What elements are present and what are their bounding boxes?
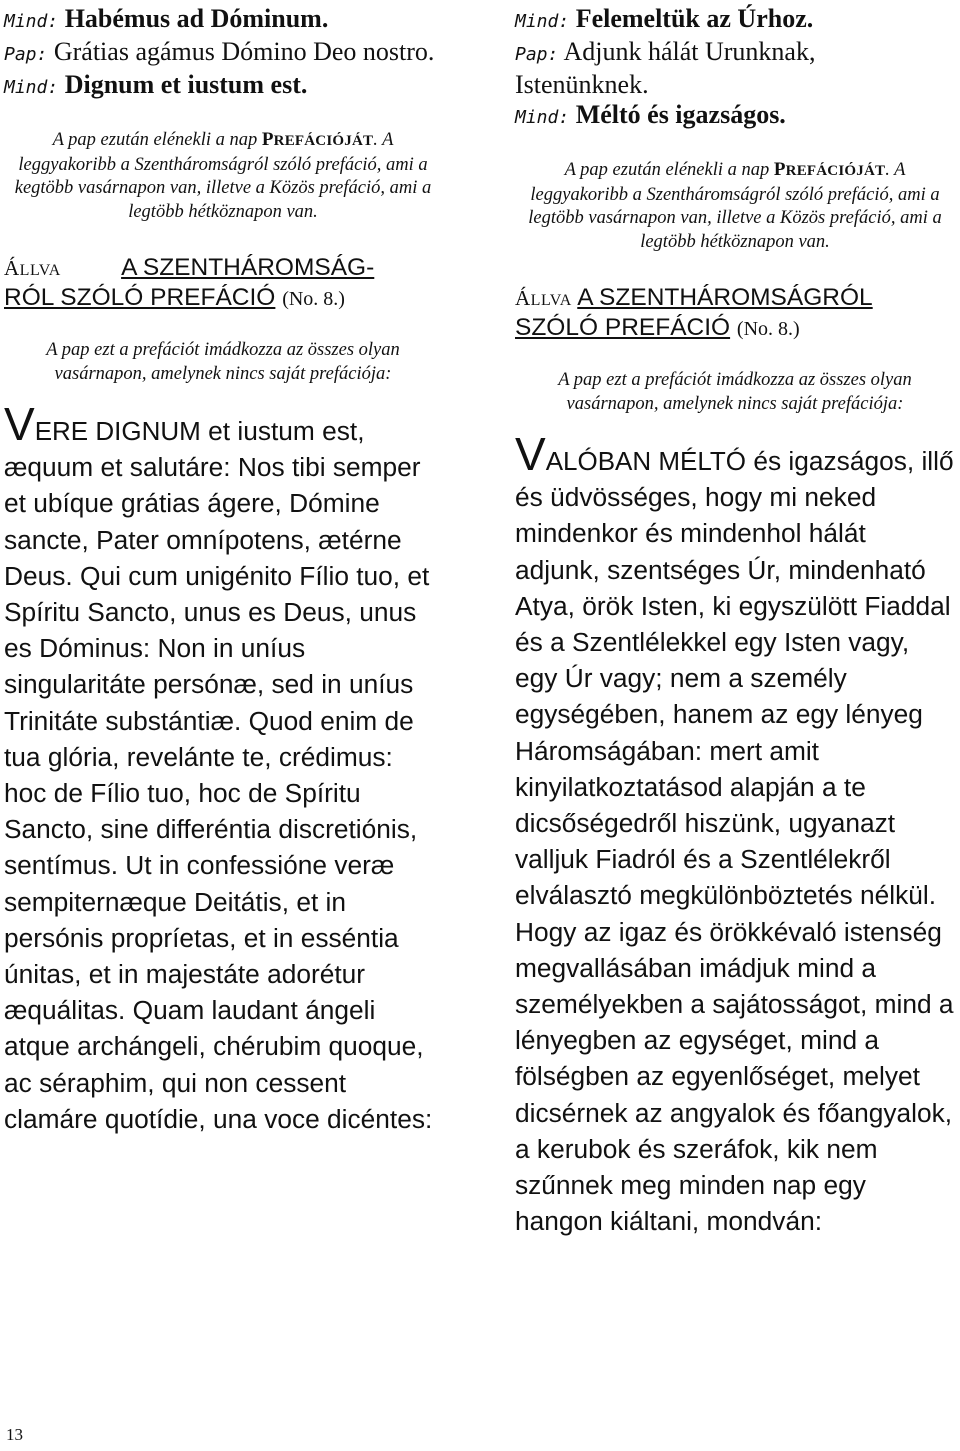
rubric-text: . A leggyakoribb a Szentháromságról szóló prefáció, ami a legtöbb vasárnapon van, illetve a Közös prefáció, ami a legtöbb hétköznapon van. (528, 160, 942, 252)
response-text: Grátias agámus Dómino Deo nostro. (53, 37, 435, 66)
response-text: Habémus ad Dóminum. (64, 4, 329, 33)
response-text: Adjunk hálát Urunknak, Istenünknek. (515, 37, 816, 99)
rubric-text: A pap ezután elénekli a nap (52, 130, 262, 150)
heading-title-line2: RÓL SZÓLÓ PREFÁCIÓ (4, 284, 276, 311)
heading-title-line1: A SZENTHÁROMSÁG- (121, 254, 375, 281)
rubric-sunday: A pap ezt a prefációt imádkozza az összes olyan vasárnapon, amelynek nincs saját prefációja: (46, 340, 400, 384)
preface-number: (No. 8.) (282, 288, 345, 310)
prayer-text: és igazságos, illő és üdvösséges, hogy mi neked mindenkor és mindenhol hálát adjunk, szentséges Úr, mindenható Atya, örök Isten, ki egyszülött Fiaddal és a Szentlélekkel egy Isten vagy, egy Úr vagy; nem a személy egységében, hanem az egy lényeg Háromságában: mert amit kinyilatkoztatásod alapján a te dicsőségedről hiszünk, ugyanazt valljuk Fiadról és a Szentlélekről elválasztó megkülönböztetés nélkül. Hogy az igaz és örökkévaló istenség megvallásában imádjuk mind a személyekben a sajátosságot, mind a lényegben az egységet, mind a fölségben az egyenlőséget, melyet dicsérnek az angyalok és főangyalok, a kerubok és szeráfok, kik nem szűnnek meg minden nap egy hangon kiáltani, mondván: (515, 446, 954, 1237)
response-text: Dignum et iustum est. (64, 70, 308, 99)
smallcaps-rest: REFÁCIÓJÁT (273, 133, 374, 149)
preface-prayer-latin (4, 398, 442, 1137)
drop-cap: V (4, 398, 35, 450)
prayer-opening-caps: ERE DIGNUM (34, 416, 201, 446)
section-heading (4, 254, 442, 313)
rubric-preface-intro (4, 128, 442, 224)
standing-label: ÁLLVA (515, 286, 572, 310)
speaker-label: Mind: (4, 77, 59, 98)
smallcaps-initial: P (773, 159, 786, 180)
speaker-label: Mind: (515, 11, 570, 32)
drop-cap: V (515, 428, 546, 480)
speaker-label: Pap: (4, 44, 48, 65)
latin-column (4, 0, 442, 1137)
heading-title-line1: A SZENTHÁROMSÁGRÓL (577, 284, 873, 311)
speaker-label: Pap: (515, 44, 559, 65)
preface-prayer-hungarian (515, 428, 955, 1239)
smallcaps-initial: P (261, 129, 274, 150)
speaker-label: Mind: (4, 11, 59, 32)
heading-title-line2: SZÓLÓ PREFÁCIÓ (515, 314, 731, 341)
rubric-preface-intro (515, 158, 955, 254)
response-text: Méltó és igazságos. (575, 100, 786, 129)
rubric-smallcaps (773, 159, 886, 180)
dialogue-line (4, 37, 442, 70)
rubric-text: A pap ezután elénekli a nap (564, 160, 774, 180)
prayer-opening-caps: ALÓBAN MÉLTÓ (545, 446, 747, 476)
standing-label: ÁLLVA (4, 256, 61, 280)
page-number: 13 (6, 1425, 23, 1444)
preface-number: (No. 8.) (736, 318, 800, 340)
dialogue-line (515, 37, 955, 100)
response-text: Felemeltük az Úrhoz. (575, 4, 814, 33)
speaker-label: Mind: (515, 107, 570, 128)
rubric-text: . A leggyakoribb a Szentháromságról szóló prefáció, ami a kegtöbb vasárnapon van, illetve a Közös prefáció, ami a legtöbb hétköznapon van. (14, 130, 432, 222)
rubric-smallcaps (261, 129, 374, 150)
prayer-text: et iustum est, æquum et salutáre: Nos tibi semper et ubíque grátias ágere, Dómine sancte, Pater omnípotens, ætérne Deus. Qui cum unigénito Fílio tuo, et Spíritu Sancto, unus es Deus, unus es Dóminus: Non in uníus singularitáte persónæ, sed in uníus Trinitáte substántiæ. Quod enim de tua glória, revelánte te, crédimus: hoc de Fílio tuo, hoc de Spíritu Sancto, sine differéntia discretiónis, sentímus. Ut in confessióne veræ sempiternæque Deitátis, et in persónis propríetas, et in esséntia únitas, et in majestáte adorétur æquálitas. Quam laudant ángeli atque archángeli, chérubim quoque, ac séraphim, qui non cessent clamáre quotídie, una voce dicéntes: (4, 416, 433, 1134)
rubric-sunday: A pap ezt a prefációt imádkozza az összes olyan vasárnapon, amelynek nincs saját prefációja: (558, 370, 912, 414)
smallcaps-rest: REFÁCIÓJÁT (785, 163, 886, 179)
dialogue-line (515, 100, 955, 133)
dialogue-line (4, 4, 442, 37)
dialogue-line (515, 4, 955, 37)
section-heading (515, 284, 955, 343)
dialogue-line (4, 70, 442, 103)
hungarian-column (515, 0, 955, 1239)
